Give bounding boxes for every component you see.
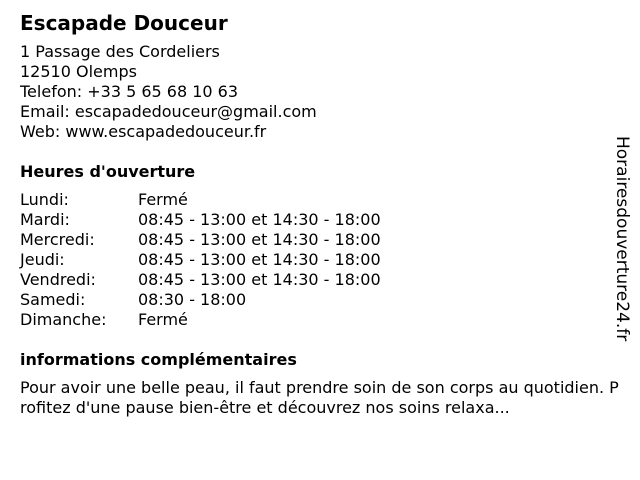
hours-row-sunday	[20, 310, 620, 330]
hours-row-thursday	[20, 250, 620, 270]
address-street: 1 Passage des Cordeliers	[20, 42, 220, 61]
hours-day: Vendredi:	[20, 270, 96, 289]
hours-time: Fermé	[138, 190, 188, 209]
hours-time: 08:45 - 13:00 et 14:30 - 18:00	[138, 210, 381, 229]
hours-day: Mardi:	[20, 210, 70, 229]
hours-row-monday	[20, 190, 620, 210]
hours-time: 08:30 - 18:00	[138, 290, 247, 309]
hours-time: 08:45 - 13:00 et 14:30 - 18:00	[138, 230, 381, 249]
hours-day: Samedi:	[20, 290, 86, 309]
hours-time: 08:45 - 13:00 et 14:30 - 18:00	[138, 250, 381, 269]
phone-line: Telefon: +33 5 65 68 10 63	[20, 82, 239, 101]
watermark-site-name: Horairesdouverture24.fr	[612, 136, 632, 342]
address-city: 12510 Olemps	[20, 62, 137, 81]
hours-table	[20, 190, 620, 330]
hours-time: Fermé	[138, 310, 188, 329]
hours-row-tuesday	[20, 210, 620, 230]
info-description: Pour avoir une belle peau, il faut prendre soin de son corps au quotidien. Profitez d'une pause bien-être et découvrez nos soins relaxa...	[20, 378, 619, 417]
email-line: Email: escapadedouceur@gmail.com	[20, 102, 317, 121]
hours-day: Mercredi:	[20, 230, 95, 249]
hours-time: 08:45 - 13:00 et 14:30 - 18:00	[138, 270, 381, 289]
hours-heading: Heures d'ouverture	[20, 162, 196, 181]
hours-row-saturday	[20, 290, 620, 310]
hours-day: Lundi:	[20, 190, 69, 209]
hours-row-friday	[20, 270, 620, 290]
hours-row-wednesday	[20, 230, 620, 250]
business-name: Escapade Douceur	[20, 11, 228, 35]
hours-day: Jeudi:	[20, 250, 65, 269]
web-line: Web: www.escapadedouceur.fr	[20, 122, 267, 141]
hours-day: Dimanche:	[20, 310, 107, 329]
business-card	[20, 10, 620, 418]
info-heading: informations complémentaires	[20, 350, 297, 369]
